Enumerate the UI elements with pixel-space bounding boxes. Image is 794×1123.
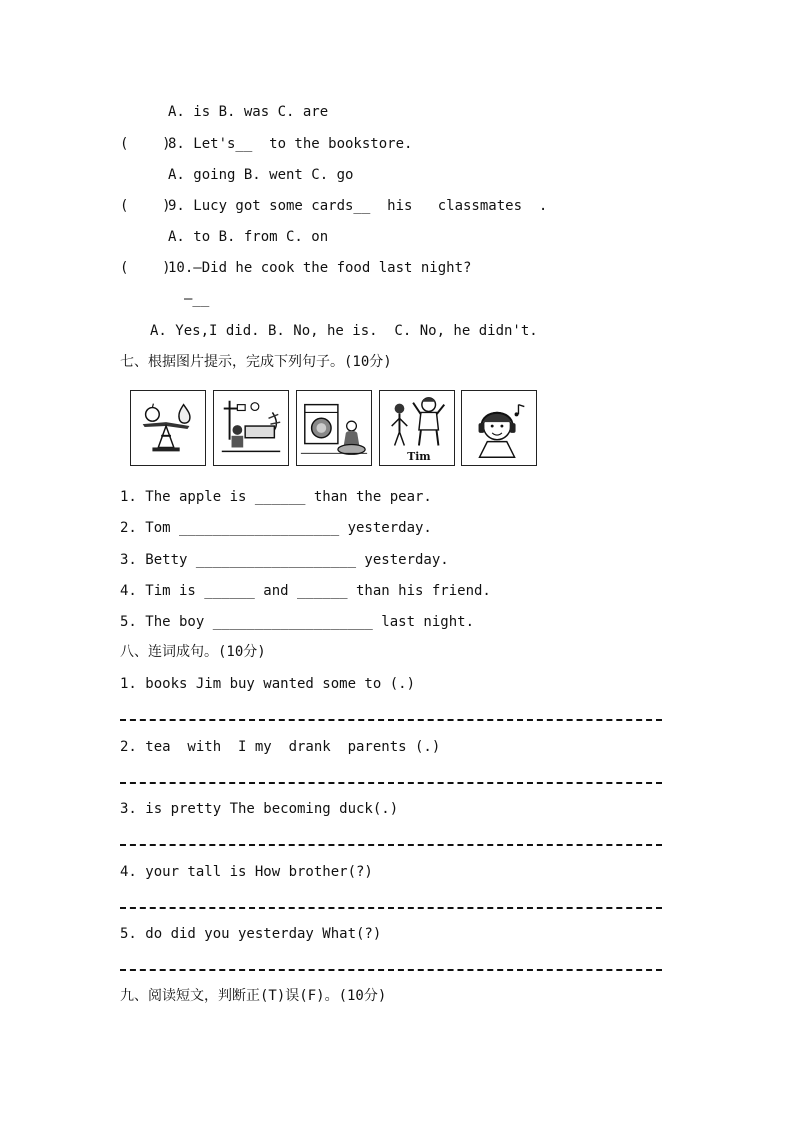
picture-tim-and-friend bbox=[379, 390, 455, 466]
picture-washing-machine bbox=[296, 390, 372, 466]
picture-boy-cleaning bbox=[213, 390, 289, 466]
section7-sentence-4: 4. Tim is ______ and ______ than his friend. bbox=[120, 583, 491, 599]
cleaning-icon bbox=[214, 391, 288, 465]
section7-sentence-2: 2. Tom ___________________ yesterday. bbox=[120, 520, 432, 536]
picture-apple-pear-scale bbox=[130, 390, 206, 466]
answer-line-2[interactable] bbox=[120, 782, 662, 784]
section9-title: 九、阅读短文，判断正(T)误(F)。(10分) bbox=[120, 988, 387, 1004]
section8-item-5: 5. do did you yesterday What(?) bbox=[120, 926, 382, 942]
answer-line-3[interactable] bbox=[120, 844, 662, 846]
section7-title: 七、根据图片提示，完成下列句子。(10分) bbox=[120, 354, 392, 370]
answer-line-4[interactable] bbox=[120, 907, 662, 909]
section7-sentence-3: 3. Betty ___________________ yesterday. bbox=[120, 552, 449, 568]
q8-answer-paren[interactable]: ( ) bbox=[120, 136, 171, 152]
q9-answer-paren[interactable]: ( ) bbox=[120, 198, 171, 214]
scale-icon bbox=[131, 391, 205, 465]
answer-line-5[interactable] bbox=[120, 969, 662, 971]
section8-item-4: 4. your tall is How brother(?) bbox=[120, 864, 373, 880]
washing-machine-icon bbox=[297, 391, 371, 465]
two-boys-icon bbox=[380, 391, 454, 465]
q10-reply: —__ bbox=[184, 291, 210, 307]
picture-tim-label: Tim bbox=[407, 450, 431, 464]
answer-line-1[interactable] bbox=[120, 719, 662, 721]
headphones-icon bbox=[462, 391, 536, 465]
q9-stem: 9. Lucy got some cards__ his classmates . bbox=[168, 198, 548, 214]
q10-answer-paren[interactable]: ( ) bbox=[120, 260, 171, 276]
section7-sentence-5: 5. The boy ___________________ last night. bbox=[120, 614, 475, 630]
q10-stem: 10.—Did he cook the food last night? bbox=[168, 260, 472, 276]
q8-stem: 8. Let's__ to the bookstore. bbox=[168, 136, 413, 152]
q7-options: A. is B. was C. are bbox=[168, 104, 329, 120]
section8-item-1: 1. books Jim buy wanted some to (.) bbox=[120, 676, 416, 692]
section8-item-2: 2. tea with I my drank parents (.) bbox=[120, 739, 441, 755]
section7-sentence-1: 1. The apple is ______ than the pear. bbox=[120, 489, 432, 505]
picture-boy-with-headphones bbox=[461, 390, 537, 466]
q10-options: A. Yes,I did. B. No, he is. C. No, he didn't. bbox=[150, 323, 538, 339]
section8-item-3: 3. is pretty The becoming duck(.) bbox=[120, 801, 399, 817]
q9-options: A. to B. from C. on bbox=[168, 229, 329, 245]
q8-options: A. going B. went C. go bbox=[168, 167, 354, 183]
section8-title: 八、连词成句。(10分) bbox=[120, 644, 266, 660]
